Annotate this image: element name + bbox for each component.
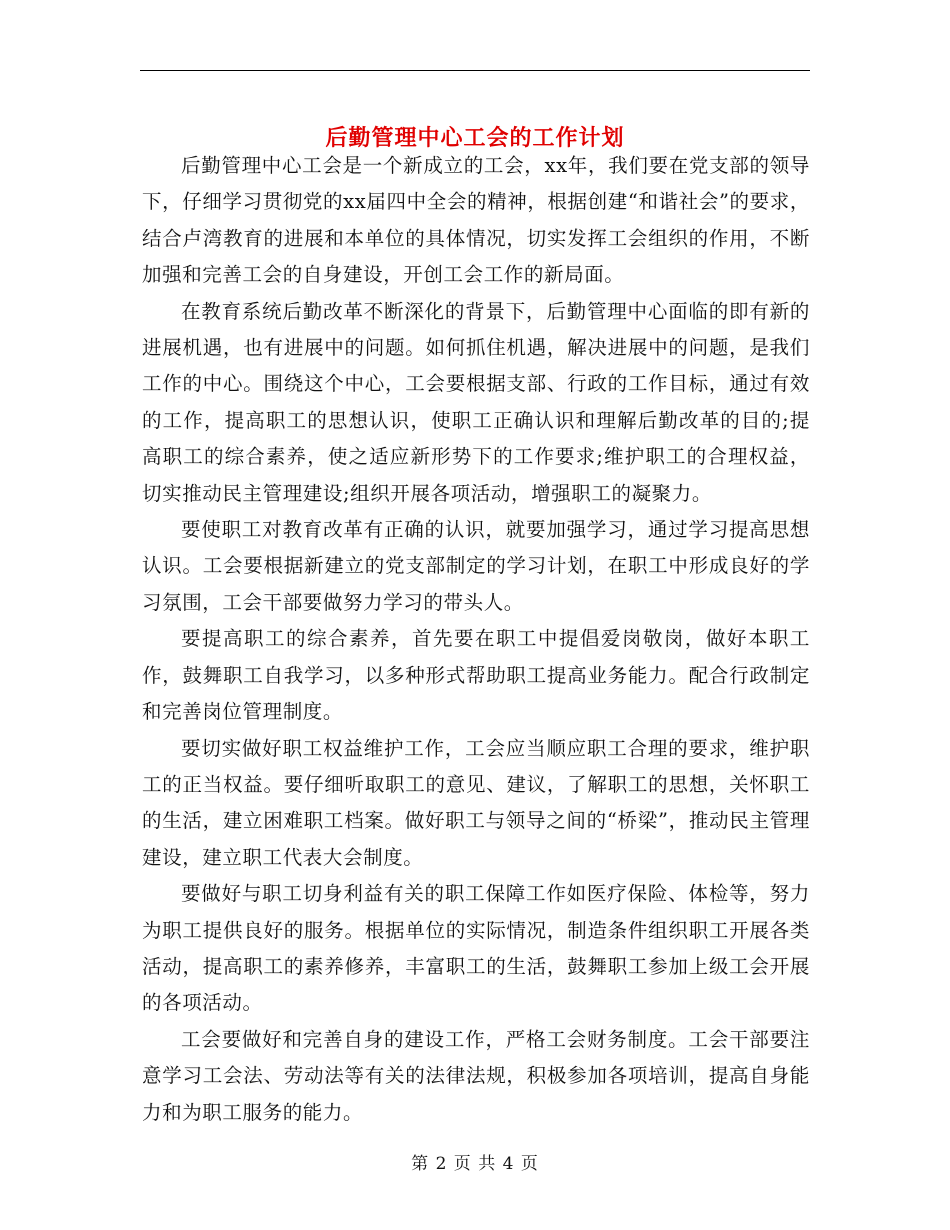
paragraph: 要做好与职工切身利益有关的职工保障工作如医疗保险、体检等，努力为职工提供良好的服务。根据单位的实际情况，制造条件组织职工开展各类活动，提高职工的素养修养，丰富职工的生活，鼓舞职工参加上级工会开展的各项活动。 (142, 882, 810, 1015)
paragraph: 在教育系统后勤改革不断深化的背景下，后勤管理中心面临的即有新的进展机遇，也有进展中的问题。如何抓住机遇，解决进展中的问题，是我们工作的中心。围绕这个中心，工会要根据支部、行政的工作目标，通过有效的工作，提高职工的思想认识，使职工正确认识和理解后勤改革的目的;提高职工的综合素养，使之适应新形势下的工作要求;维护职工的合理权益，切实推动民主管理建设;组织开展各项活动，增强职工的凝聚力。 (142, 299, 810, 505)
document-body (142, 148, 810, 1131)
paragraph: 要提高职工的综合素养，首先要在职工中提倡爱岗敬岗，做好本职工作，鼓舞职工自我学习，以多种形式帮助职工提高业务能力。配合行政制定和完善岗位管理制度。 (142, 627, 810, 724)
paragraph: 后勤管理中心工会是一个新成立的工会，xx年，我们要在党支部的领导下，仔细学习贯彻党的xx届四中全会的精神，根据创建“和谐社会”的要求，结合卢湾教育的进展和本单位的具体情况，切实发挥工会组织的作用，不断加强和完善工会的自身建设，开创工会工作的新局面。 (142, 154, 810, 287)
paragraph: 工会要做好和完善自身的建设工作，严格工会财务制度。工会干部要注意学习工会法、劳动法等有关的法律法规，积极参加各项培训，提高自身能力和为职工服务的能力。 (142, 1027, 810, 1124)
document-title: 后勤管理中心工会的工作计划 (325, 125, 625, 151)
paragraph: 要使职工对教育改革有正确的认识，就要加强学习，通过学习提高思想认识。工会要根据新建立的党支部制定的学习计划，在职工中形成良好的学习氛围，工会干部要做努力学习的带头人。 (142, 518, 810, 614)
header-rule (140, 70, 810, 71)
paragraph: 要切实做好职工权益维护工作，工会应当顺应职工合理的要求，维护职工的正当权益。要仔细听取职工的意见、建议，了解职工的思想，关怀职工的生活，建立困难职工档案。做好职工与领导之间的“桥梁”，推动民主管理建设，建立职工代表大会制度。 (142, 736, 810, 869)
page-number: 第 2 页 共 4 页 (411, 1154, 539, 1174)
